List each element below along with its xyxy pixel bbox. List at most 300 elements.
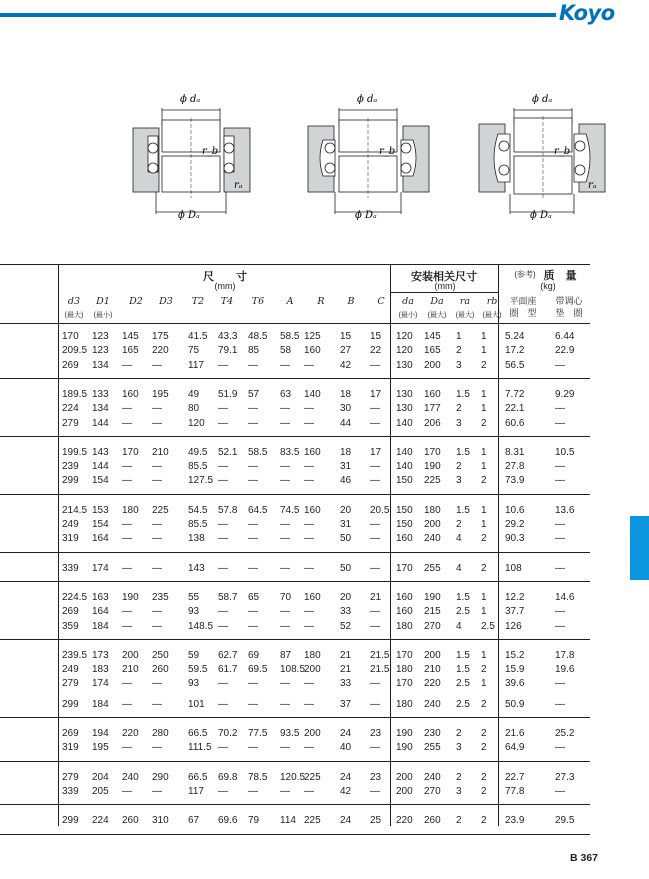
table-cell: 260	[122, 815, 139, 827]
table-cell: 170	[122, 446, 139, 458]
table-cell: 74.5	[280, 504, 300, 516]
table-cell: 12.2	[505, 591, 525, 603]
table-cell: 70	[280, 591, 292, 603]
table-cell: 50	[340, 533, 352, 545]
table-cell: 3	[456, 359, 462, 371]
table-cell: 225	[304, 815, 321, 827]
table-cell: 190	[122, 591, 139, 603]
table-cell: —	[248, 417, 258, 429]
table-cell: 180	[396, 698, 413, 710]
table-cell: 46	[340, 475, 352, 487]
table-cell: 240	[122, 771, 139, 783]
table-cell: 130	[396, 359, 413, 371]
table-cell: —	[304, 475, 314, 487]
group-rule	[0, 717, 590, 718]
table-cell: 134	[92, 403, 109, 415]
rb-label: r_b	[202, 146, 219, 157]
table-cell: 31	[340, 519, 352, 530]
table-cell: 180	[396, 620, 413, 632]
table-cell: 22.1	[505, 403, 525, 415]
table-cell: 154	[92, 475, 109, 487]
col-header-T2: T2	[191, 296, 205, 307]
table-cell: —	[304, 742, 314, 754]
table-cell: 43.3	[218, 331, 238, 342]
table-cell: —	[218, 742, 228, 754]
table-cell: —	[555, 461, 565, 473]
table-cell: 18	[340, 446, 352, 458]
table-cell: 205	[92, 785, 109, 797]
table-cell: 75	[188, 345, 200, 357]
table-cell: —	[248, 519, 258, 530]
table-cell: 200	[424, 519, 441, 530]
table-cell: 339	[62, 562, 79, 574]
table-cell: —	[248, 742, 258, 754]
table-cell: 27.8	[505, 461, 525, 473]
table-cell: —	[280, 533, 290, 545]
table-left-rule	[58, 264, 59, 826]
group-rule	[0, 378, 590, 379]
table-cell: 220	[424, 678, 441, 690]
table-cell: 42	[340, 785, 352, 797]
table-cell: 22.7	[505, 771, 525, 783]
table-cell: 2	[481, 417, 487, 429]
table-cell: —	[280, 620, 290, 632]
table-cell: 66.5	[188, 771, 208, 783]
table-cell: 200	[122, 649, 139, 661]
table-cell: 310	[152, 815, 169, 827]
table-cell: —	[370, 620, 380, 632]
group-rule	[0, 552, 590, 553]
table-cell: 69.6	[218, 815, 238, 827]
col-header-rb: rb	[486, 296, 498, 307]
table-cell: 52	[340, 620, 352, 632]
table-cell: 189.5	[62, 388, 88, 400]
table-cell: 1	[481, 388, 487, 400]
table-cell: —	[248, 606, 258, 618]
table-cell: 133	[92, 388, 109, 400]
table-cell: 17.8	[555, 649, 575, 661]
table-cell: —	[152, 562, 162, 574]
table-cell: 140	[396, 446, 413, 458]
table-cell: —	[280, 461, 290, 473]
table-cell: 2.5	[456, 678, 470, 690]
table-cell: 255	[424, 742, 441, 754]
table-cell: 83.5	[280, 446, 300, 458]
da-label: ϕ dₐ	[532, 94, 553, 105]
table-cell: 78.5	[248, 771, 268, 783]
table-cell: —	[122, 519, 132, 530]
table-cell: 173	[92, 649, 109, 661]
table-cell: 15.9	[505, 664, 525, 676]
table-cell: 93.5	[280, 728, 300, 739]
table-cell: 194	[92, 728, 109, 739]
table-cell: 1.5	[456, 664, 470, 676]
table-cell: —	[122, 533, 132, 545]
table-cell: 120	[188, 417, 205, 429]
table-cell: —	[218, 606, 228, 618]
table-cell: 270	[424, 785, 441, 797]
table-cell: 120.5	[280, 771, 306, 783]
table-cell: 2	[456, 403, 462, 415]
table-cell: 224	[62, 403, 79, 415]
table-cell: —	[280, 562, 290, 574]
table-cell: 60.6	[505, 417, 525, 429]
col-sub-ra: (最大)	[455, 312, 475, 319]
table-cell: 1	[481, 649, 487, 661]
table-cell: —	[304, 403, 314, 415]
table-cell: 24	[340, 815, 352, 827]
table-cell: 67	[188, 815, 200, 827]
table-cell: —	[152, 475, 162, 487]
group-rule	[0, 761, 590, 762]
dimensions-unit: (mm)	[214, 281, 236, 291]
table-cell: 2	[456, 815, 462, 827]
table-cell: 174	[92, 562, 109, 574]
table-cell: 164	[92, 533, 109, 545]
table-cell: —	[304, 461, 314, 473]
table-cell: 59.5	[188, 664, 208, 676]
table-cell: 180	[396, 664, 413, 676]
table-cell: 269	[62, 359, 79, 371]
table-cell: 2	[481, 533, 487, 545]
table-cell: 299	[62, 475, 79, 487]
table-cell: —	[152, 620, 162, 632]
dims-subrule	[390, 292, 498, 293]
table-cell: 154	[92, 519, 109, 530]
table-cell: —	[304, 606, 314, 618]
col-header-D2: D2	[129, 296, 143, 307]
table-cell: —	[122, 620, 132, 632]
table-cell: 269	[62, 728, 79, 739]
table-cell: 160	[304, 591, 321, 603]
table-cell: 164	[92, 606, 109, 618]
table-cell: —	[218, 461, 228, 473]
table-cell: 279	[62, 678, 79, 690]
table-cell: 58	[280, 345, 292, 357]
table-cell: —	[122, 742, 132, 754]
table-cell: 17	[370, 388, 382, 400]
table-cell: 190	[396, 728, 413, 739]
table-cell: 209.5	[62, 345, 88, 357]
table-cell: 2.5	[456, 606, 470, 618]
table-cell: 108.5	[280, 664, 306, 676]
table-cell: —	[280, 475, 290, 487]
table-cell: 210	[152, 446, 169, 458]
table-cell: 40	[340, 742, 352, 754]
table-cell: 225	[152, 504, 169, 516]
table-cell: 54.5	[188, 504, 208, 516]
table-cell: 21	[370, 591, 382, 603]
table-cell: —	[280, 785, 290, 797]
dimensions-title: 尺 寸	[203, 271, 247, 283]
table-cell: 14.6	[555, 591, 575, 603]
table-cell: 20.5	[370, 504, 390, 516]
table-cell: 239	[62, 461, 79, 473]
table-cell: 64.9	[505, 742, 525, 754]
table-cell: —	[152, 461, 162, 473]
table-cell: —	[304, 620, 314, 632]
table-cell: 39.6	[505, 678, 525, 690]
table-cell: 1	[481, 331, 487, 342]
table-cell: 49.5	[188, 446, 208, 458]
col-header-R: R	[317, 296, 325, 307]
table-cell: 2	[481, 698, 487, 710]
table-cell: —	[152, 519, 162, 530]
table-cell: 22.9	[555, 345, 575, 357]
table-mass-rule	[498, 264, 499, 826]
table-cell: 145	[122, 331, 139, 342]
table-cell: 165	[122, 345, 139, 357]
mass-ref: (参考)	[514, 270, 536, 279]
table-cell: 21	[340, 649, 352, 661]
table-cell: 25.2	[555, 728, 575, 739]
col-sub-rb: (最大)	[482, 312, 502, 319]
table-cell: 19.6	[555, 664, 575, 676]
table-cell: 2	[456, 771, 462, 783]
table-cell: 175	[152, 331, 169, 342]
table-cell: 170	[62, 331, 79, 342]
table-cell: —	[370, 417, 380, 429]
table-cell: —	[248, 475, 258, 487]
table-cell: —	[304, 359, 314, 371]
table-cell: 153	[92, 504, 109, 516]
table-cell: 20	[340, 591, 352, 603]
table-cell: —	[122, 417, 132, 429]
table-cell: 15	[340, 331, 352, 342]
table-cell: —	[280, 359, 290, 371]
table-cell: 239.5	[62, 649, 88, 661]
table-cell: —	[122, 562, 132, 574]
table-cell: —	[304, 562, 314, 574]
table-cell: 160	[396, 591, 413, 603]
table-cell: —	[280, 742, 290, 754]
table-cell: 59	[188, 649, 200, 661]
table-cell: 240	[424, 533, 441, 545]
table-cell: 1	[456, 331, 462, 342]
table-cell: 15.2	[505, 649, 525, 661]
table-cell: —	[248, 562, 258, 574]
table-cell: 225	[304, 771, 321, 783]
table-cell: 69.8	[218, 771, 238, 783]
table-cell: 144	[92, 461, 109, 473]
table-cell: 2.5	[456, 698, 470, 710]
table-cell: 148.5	[188, 620, 214, 632]
table-cell: 120	[396, 345, 413, 357]
table-cell: 143	[188, 562, 205, 574]
table-cell: 130	[396, 403, 413, 415]
table-cell: 319	[62, 533, 79, 545]
table-cell: 224.5	[62, 591, 88, 603]
table-cell: 125	[304, 331, 321, 342]
group-rule	[0, 804, 590, 805]
table-cell: —	[152, 606, 162, 618]
table-cell: —	[280, 606, 290, 618]
table-cell: 339	[62, 785, 79, 797]
table-cell: —	[218, 519, 228, 530]
table-cell: —	[555, 562, 565, 574]
table-cell: —	[555, 620, 565, 632]
table-cell: 65	[248, 591, 260, 603]
table-cell: 206	[424, 417, 441, 429]
table-cell: 2	[481, 815, 487, 827]
table-cell: —	[218, 417, 228, 429]
col-header-D3: D3	[159, 296, 173, 307]
table-cell: 123	[92, 331, 109, 342]
table-cell: 1	[481, 606, 487, 618]
table-cell: 70.2	[218, 728, 238, 739]
table-cell: 64.5	[248, 504, 268, 516]
table-top-rule	[0, 264, 590, 265]
table-cell: —	[304, 698, 314, 710]
table-cell: 51.9	[218, 388, 238, 400]
table-cell: —	[122, 461, 132, 473]
col-sub-da: (最小)	[398, 312, 418, 319]
table-cell: 200	[396, 771, 413, 783]
Da-label: ϕ Dₐ	[530, 210, 552, 221]
section-tab	[630, 516, 649, 580]
table-cell: 200	[304, 664, 321, 676]
table-cell: 2	[481, 562, 487, 574]
mounting-unit: (mm)	[434, 281, 456, 291]
table-cell: 85.5	[188, 519, 208, 530]
table-cell: —	[218, 678, 228, 690]
table-cell: 177	[424, 403, 441, 415]
table-cell: 27	[340, 345, 352, 357]
table-cell: 170	[424, 446, 441, 458]
col-header-T4: T4	[220, 296, 234, 307]
table-cell: 8.31	[505, 446, 525, 458]
table-cell: —	[122, 785, 132, 797]
table-cell: —	[370, 678, 380, 690]
table-cell: —	[218, 698, 228, 710]
table-cell: 1.5	[456, 504, 470, 516]
table-cell: 279	[62, 417, 79, 429]
table-cell: 280	[152, 728, 169, 739]
table-cell: 24	[340, 771, 352, 783]
table-cell: 190	[424, 461, 441, 473]
table-cell: 140	[396, 461, 413, 473]
table-cell: 160	[304, 504, 321, 516]
table-cell: 69.5	[248, 664, 268, 676]
table-cell: 210	[424, 664, 441, 676]
table-cell: —	[555, 606, 565, 618]
table-cell: 27.3	[555, 771, 575, 783]
table-cell: 1	[481, 345, 487, 357]
table-cell: —	[152, 417, 162, 429]
col-header-ra: ra	[459, 296, 471, 307]
table-cell: 21	[340, 664, 352, 676]
table-cell: —	[280, 403, 290, 415]
table-cell: 170	[396, 649, 413, 661]
table-cell: 225	[424, 475, 441, 487]
table-cell: 170	[396, 562, 413, 574]
group-rule	[0, 639, 590, 640]
table-cell: 1.5	[456, 446, 470, 458]
table-cell: 1.5	[456, 388, 470, 400]
table-cell: 214.5	[62, 504, 88, 516]
table-cell: —	[122, 475, 132, 487]
table-cell: 9.29	[555, 388, 575, 400]
table-cell: 163	[92, 591, 109, 603]
page-number: B 367	[570, 852, 599, 864]
table-cell: 190	[396, 742, 413, 754]
bearing-diagram-aligning	[305, 88, 433, 228]
group-rule	[0, 436, 590, 437]
table-cell: 61.7	[218, 664, 238, 676]
table-cell: 37	[340, 698, 352, 710]
table-cell: 1	[481, 591, 487, 603]
table-mid-rule	[390, 264, 391, 826]
table-cell: 1	[481, 446, 487, 458]
table-cell: 24	[340, 728, 352, 739]
table-cell: 6.44	[555, 331, 575, 342]
table-cell: 269	[62, 606, 79, 618]
table-cell: —	[370, 533, 380, 545]
table-cell: 130	[396, 388, 413, 400]
table-cell: 2	[481, 475, 487, 487]
ra-label: rₐ	[588, 180, 597, 191]
table-cell: 220	[122, 728, 139, 739]
table-cell: 180	[304, 649, 321, 661]
table-cell: 190	[424, 591, 441, 603]
table-cell: 160	[424, 388, 441, 400]
table-cell: 15	[370, 331, 382, 342]
table-cell: 1	[481, 461, 487, 473]
table-cell: —	[218, 620, 228, 632]
table-cell: —	[280, 698, 290, 710]
table-cell: —	[370, 461, 380, 473]
table-cell: 240	[424, 771, 441, 783]
table-cell: —	[122, 698, 132, 710]
table-cell: 29.2	[505, 519, 525, 530]
table-cell: —	[248, 698, 258, 710]
table-cell: 195	[92, 742, 109, 754]
table-cell: 359	[62, 620, 79, 632]
table-cell: 1.5	[456, 649, 470, 661]
table-cell: 299	[62, 698, 79, 710]
table-cell: 1	[481, 519, 487, 530]
col-header-T6: T6	[251, 296, 265, 307]
table-cell: 23	[370, 771, 382, 783]
col-header-C: C	[377, 296, 385, 307]
table-cell: 143	[92, 446, 109, 458]
Da-label: ϕ Dₐ	[355, 210, 377, 221]
table-cell: —	[218, 785, 228, 797]
mass-align-header: 带调心 垫 圈	[555, 296, 583, 318]
col-header-D1: D1	[96, 296, 110, 307]
table-cell: —	[122, 678, 132, 690]
table-cell: 93	[188, 606, 200, 618]
table-cell: 200	[424, 359, 441, 371]
table-cell: 33	[340, 606, 352, 618]
col-header-da: da	[402, 296, 414, 307]
table-cell: 134	[92, 359, 109, 371]
table-cell: 144	[92, 417, 109, 429]
table-cell: 2	[481, 664, 487, 676]
table-cell: 260	[424, 815, 441, 827]
table-cell: —	[152, 785, 162, 797]
table-cell: 126	[505, 620, 522, 632]
table-cell: 117	[188, 785, 204, 797]
table-cell: —	[248, 359, 258, 371]
table-cell: 220	[152, 345, 169, 357]
table-cell: —	[152, 678, 162, 690]
table-cell: 2	[481, 359, 487, 371]
table-cell: 48.5	[248, 331, 268, 342]
table-cell: —	[122, 606, 132, 618]
table-cell: 2	[456, 345, 462, 357]
table-cell: —	[248, 461, 258, 473]
